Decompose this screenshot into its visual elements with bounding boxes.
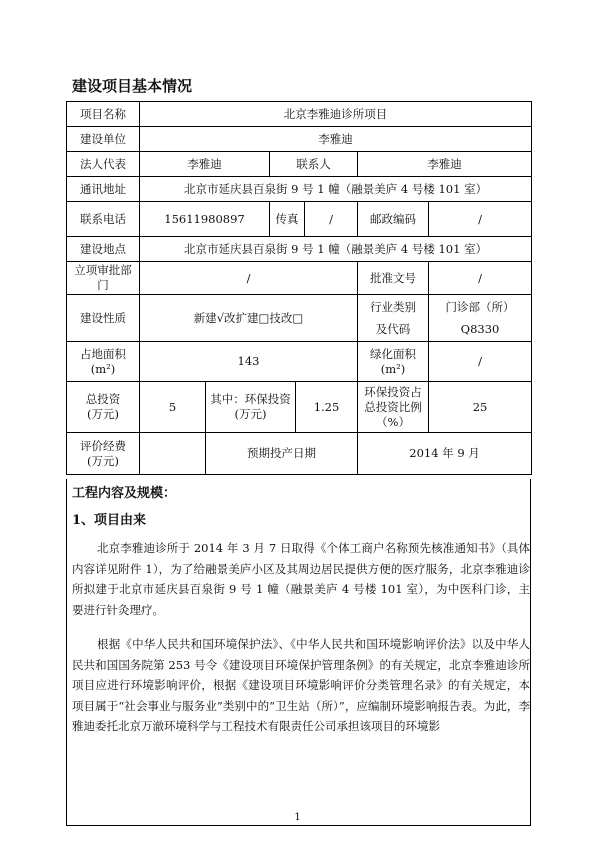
postcode-label: 邮政编码: [358, 202, 429, 237]
basic-info-table: [66, 101, 532, 475]
ratio-label-line1: 环保投资占: [364, 384, 422, 399]
table-row: [67, 127, 532, 152]
table-row: [67, 433, 532, 475]
approval-no-label: 批准文号: [358, 262, 429, 295]
builder-value: 李雅迪: [140, 127, 532, 152]
ratio-label-line3: （%）: [376, 414, 410, 429]
industry-label-line1: 行业类别: [370, 300, 416, 314]
area-label-line2: (m²): [90, 361, 116, 376]
phone-label: 联系电话: [67, 202, 140, 237]
fee-value: [140, 433, 206, 475]
address-value: 北京市延庆县百泉街 9 号 1 幢（融景美庐 4 号楼 101 室）: [140, 177, 532, 202]
ratio-label-line2: 总投资比例: [364, 399, 422, 414]
approval-dept-label: 立项审批部门: [67, 262, 140, 295]
table-row: [67, 342, 532, 382]
env-invest-label-line1: 其中：环保投资: [210, 392, 291, 406]
green-value: /: [429, 342, 532, 382]
start-date-label: 预期投产日期: [206, 433, 358, 475]
invest-label: [67, 382, 140, 433]
approval-no-value: /: [429, 262, 532, 295]
nature-label: 建设性质: [67, 295, 140, 342]
fax-label: 传真: [270, 202, 305, 236]
page-number: 1: [294, 812, 301, 823]
fee-label: [67, 433, 140, 475]
sub-title: 1、项目由来: [72, 513, 147, 528]
paragraph-1: 北京李雅迪诊所于 2014 年 3 月 7 日取得《个体工商户名称预先核准通知书》（具体内容详见附件 1），为了给融景美庐小区及其周边居民提供方便的医疗服务，北京李雅迪诊所拟建于北京市延庆县百泉街 9 号 1 幢（融景美庐 4 号楼 101 室），为中医科门诊，主要进行针灸理疗。: [72, 541, 530, 617]
contact-label: 联系人: [270, 152, 358, 177]
table-row: [67, 295, 532, 342]
industry-label: [358, 295, 429, 342]
table-row: [67, 202, 532, 237]
industry-value: [429, 295, 532, 342]
area-value: 143: [140, 342, 358, 382]
green-label-line2: (m²): [380, 361, 406, 376]
ratio-value: 25: [429, 382, 532, 433]
table-row: [67, 237, 532, 262]
postcode-value: /: [429, 202, 532, 237]
nature-value: 新建√改扩建□技改□: [140, 295, 358, 342]
env-invest-label-line2: (万元): [234, 407, 267, 421]
env-invest-value: 1.25: [313, 399, 340, 414]
table-row: [67, 382, 532, 433]
green-label-line1: 绿化面积: [370, 346, 416, 361]
page-heading: 建设项目基本情况: [72, 77, 193, 95]
fee-label-line1: 评价经费: [80, 438, 126, 453]
invest-label-line1: 总投资: [85, 392, 121, 406]
project-name-value: 北京李雅迪诊所项目: [140, 102, 532, 127]
legal-rep-value: 李雅迪: [140, 152, 270, 177]
site-value: 北京市延庆县百泉街 9 号 1 幢（融景美庐 4 号楼 101 室）: [140, 237, 532, 262]
builder-label: 建设单位: [67, 127, 140, 152]
table-row: [67, 177, 532, 202]
fee-label-line2: (万元): [87, 453, 119, 468]
invest-value: 5: [140, 382, 206, 433]
invest-label-line2: (万元): [87, 407, 119, 421]
table-row: [67, 262, 532, 295]
industry-value-line2: Q8330: [460, 322, 500, 336]
industry-value-line1: 门诊部（所）: [445, 300, 515, 314]
area-label: [67, 342, 140, 382]
site-label: 建设地点: [67, 237, 140, 262]
section-title: 工程内容及规模：: [72, 486, 177, 501]
green-label: [358, 342, 429, 382]
project-name-label: 项目名称: [67, 102, 140, 127]
phone-value: 15611980897: [140, 202, 270, 237]
fax-group: [270, 202, 358, 237]
area-label-line1: 占地面积: [80, 346, 126, 361]
industry-label-line2: 及代码: [375, 322, 411, 336]
address-label: 通讯地址: [67, 177, 140, 202]
fax-value: /: [329, 211, 333, 226]
contact-value: 李雅迪: [358, 152, 532, 177]
env-invest-group: [206, 382, 358, 433]
table-row: [67, 152, 532, 177]
paragraph-2: 根据《中华人民共和国环境保护法》、《中华人民共和国环境影响评价法》以及中华人民共和国国务院第 253 号令《建设项目环境保护管理条例》的有关规定，北京李雅迪诊所项目应进行环境影响评价，根据《建设项目环境影响评价分类管理名录》的有关规定，本项目属于“社会事业与服务业”类别中的“卫生站（所）”，应编制环境影响报告表。为此，李雅迪委托北京万澈环境科学与工程技术有限责任公司承担该项目的环境影: [72, 637, 530, 733]
env-invest-label: [206, 382, 296, 432]
ratio-label: [358, 382, 429, 433]
table-row: [67, 102, 532, 127]
approval-dept-value: /: [140, 262, 358, 295]
legal-rep-label: 法人代表: [67, 152, 140, 177]
start-date-value: 2014 年 9 月: [358, 433, 532, 475]
